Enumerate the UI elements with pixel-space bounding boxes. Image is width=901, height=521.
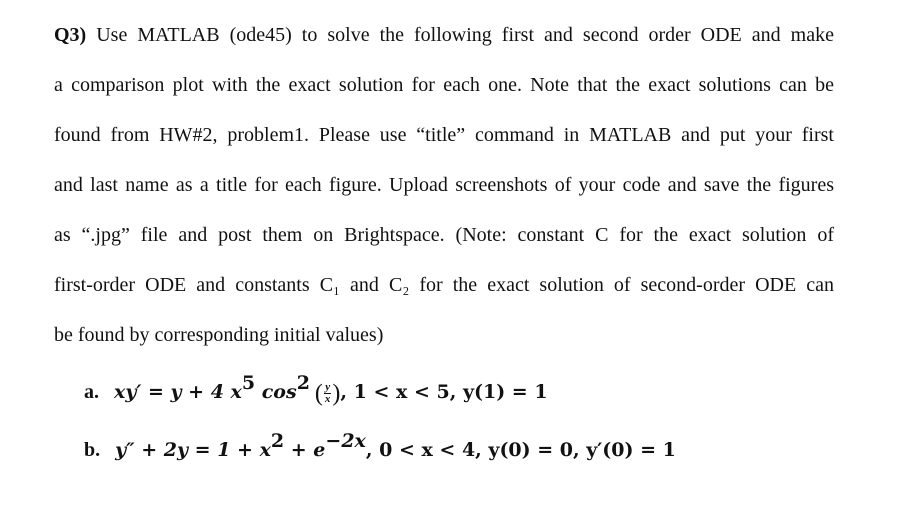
equation-a-close-paren: ) — [332, 380, 341, 407]
equation-b — [84, 430, 676, 464]
equation-a-label: a. — [84, 381, 99, 403]
question-line-6: first-order ODE and constants C₁ and C₂ for the exact solution of second-order ODE can — [54, 274, 834, 296]
question-line-2: a comparison plot with the exact solution for each one. Note that the exact solutions can be — [54, 74, 834, 96]
question-line-5: as “.jpg” file and post them on Brightspace. (Note: constant C for the exact solution of — [54, 224, 834, 246]
question-text-1: Use MATLAB (ode45) to solve the following first and second order ODE and make — [86, 24, 834, 46]
question-line-7: be found by corresponding initial values) — [54, 324, 384, 346]
equation-a-func: cos — [255, 381, 297, 403]
equation-a-lhs: xy′ = y + 4 x — [114, 381, 242, 403]
equation-a-fraction — [324, 382, 332, 405]
question-line-3: found from HW#2, problem1. Please use “title” command in MATLAB and put your first — [54, 124, 834, 146]
equation-a — [84, 372, 548, 407]
question-line-4: and last name as a title for each figure. Upload screenshots of your code and save the figures — [54, 174, 834, 196]
equation-a-frac-num: y — [325, 380, 331, 393]
equation-a-power: 5 — [241, 372, 256, 394]
equation-b-label: b. — [84, 439, 101, 461]
equation-b-power2: −2x — [325, 430, 366, 452]
question-number: Q3) — [54, 24, 87, 46]
question-line-1 — [54, 23, 834, 47]
equation-b-power1: 2 — [270, 430, 285, 452]
equation-a-frac-den: x — [324, 392, 331, 405]
equation-a-domain: , 1 < x < 5, y(1) = 1 — [340, 381, 548, 403]
equation-a-open-paren: ( — [314, 380, 323, 407]
equation-b-lhs: y″ + 2y = 1 + x — [115, 439, 271, 461]
equation-a-func-power: 2 — [296, 372, 310, 394]
equation-b-domain: , 0 < x < 4, y(0) = 0, y′(0) = 1 — [365, 439, 676, 461]
equation-b-mid: + e — [284, 439, 326, 461]
